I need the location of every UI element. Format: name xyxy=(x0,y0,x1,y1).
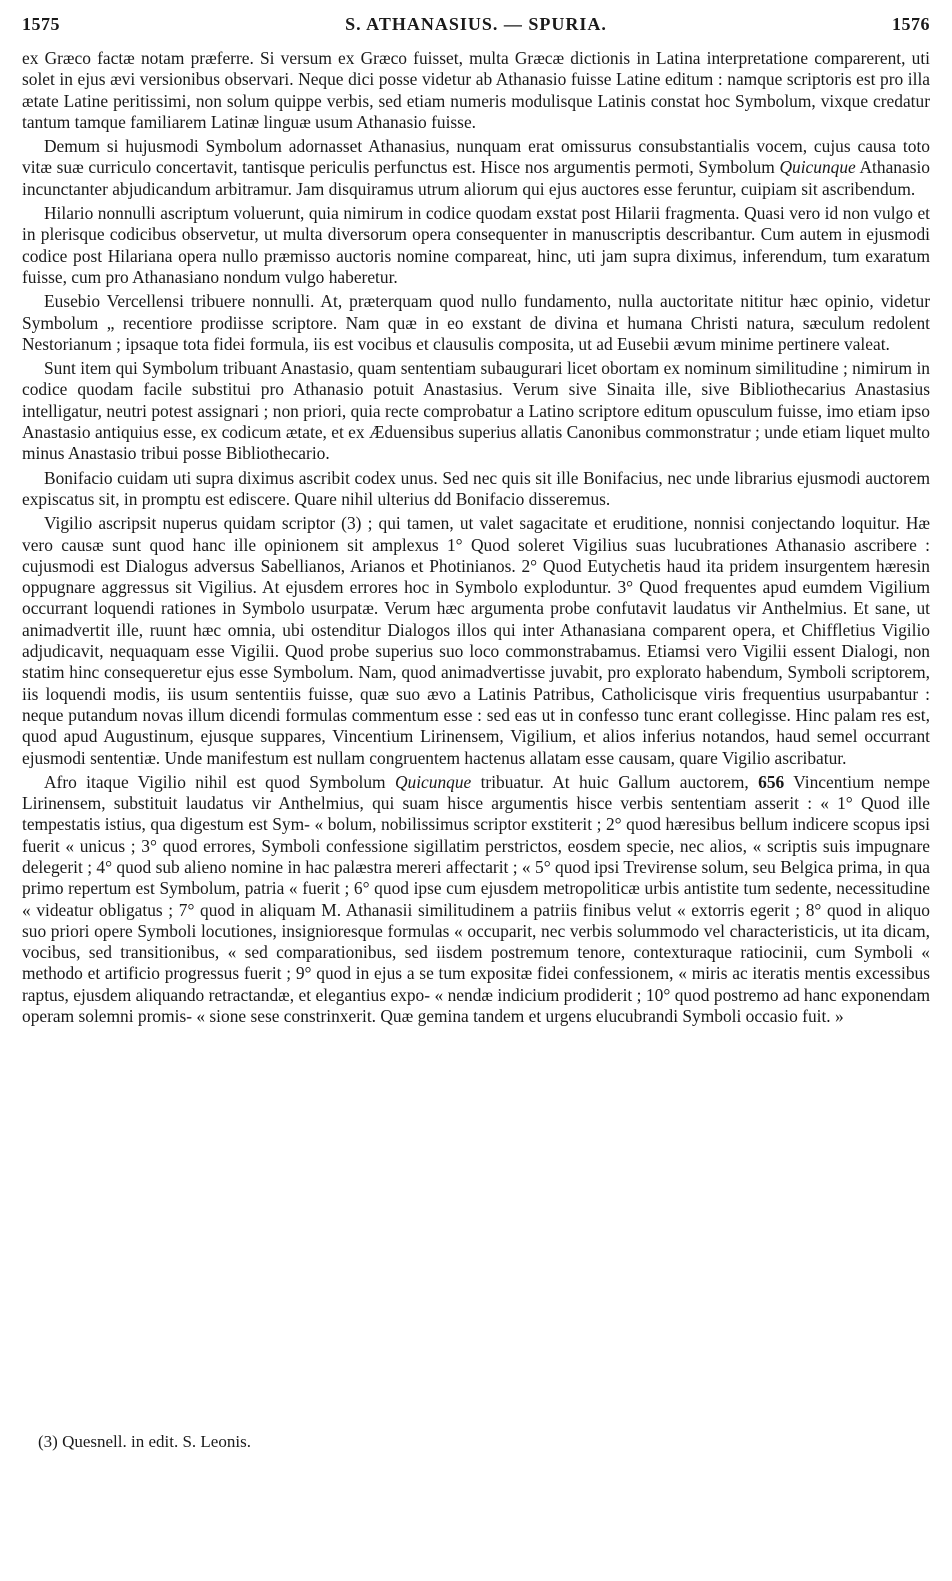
page xyxy=(22,14,930,1030)
running-title: S. ATHANASIUS. — SPURIA. xyxy=(345,14,607,34)
paragraph-3: Hilario nonnulli ascriptum voluerunt, quia nimirum in codice quodam exstat post Hilarii fragmenta. Quasi vero id non vulgo et in plerisque codicibus observetur, ut multa diversorum opera consequenter in manuscriptis describantur. Cum autem in ejusmodi codice post Hilariana opera nullo præmisso auctoris nomine compareat, hinc, uti jam supra diximus, inferendum, tum exaratum fuisse, cum pro Athanasiano nondum vulgo haberetur. xyxy=(22,203,930,287)
margin-number: 656 xyxy=(758,771,785,792)
paragraph-8-continuation: Vincentium nempe Lirinensem, substituit laudatus vir Anthelmius, qui suam hisce argumentis hisce verbis sententiam asserit : « 1° Quod ille tempestatis istius, qua digestum est Sym- « bolum, nobilissimus scriptor exstiterit ; 2° quod hæresibus bellum indicere scopus ipsi fuerit « unicus ; 3° quod errores, Symboli confessione sigillatim perstrictos, eosdem specie, nec alios, « scriptis suis impugnare delegerit ; 4° quod sub alieno nomine in hac palæstra mereri affectarit ; « 5° quod ipsi Trevirense solum, seu Belgica prima, in qua primo repertum est Symbolum, patria « fuerit ; 6° quod ipse cum ejusdem metropoliticæ urbis antistite tum sedente, necessitudine « videatur obligatus ; 7° quod in aliquam M. Athanasii similitudinem a patriis finibus velut « extorris egerit ; 8° quod in aliquo suo priori opere Symboli locutiones, insignioresque formulas « occuparit, nec verbis solummodo vel characteristicis, ut ita dicam, vocibus, sed transitionibus, « sed comparationibus, sed iisdem postremum tenore, contexturaque ratiocinii, cum Symboli « methodo et artificio progressus fuerit ; 9° quod in ejus a se tum expositæ fidei confessionem, « miris ac iteratis mentis excessibus raptus, ejusdem aliquando retractandæ, et elegantius expo- « nendæ indicium prodiderit ; 10° quod postremo ad hanc exponendam operam solemni promis- « sione sese constrinxerit. Quæ gemina tandem et urgens elucubrandi Symboli occasio fuit. » xyxy=(22,771,930,1027)
paragraph-1: ex Græco factæ notam præferre. Si versum ex Græco fuisset, multa Græcæ dictionis in Latina interpretatione comparerent, uti solet in ejus ævi versionibus observari. Neque dici posse videtur ab Athanasio fuisse Latine editum : namque scriptoris est pro illa ætate Latine peritissimi, non solum quippe verbis, sed etiam numeris modulisque Latinis constat hoc Symbolum, vixque credatur tantum tamque familiarem Latinæ linguæ usum Athanasio fuisse. xyxy=(22,48,930,132)
paragraph-2-after: Athanasio incunctanter abjudicandum arbitramur. Jam disquiramus utrum aliorum qui ejus auctores esse feruntur, cuipiam sit ascribendum. xyxy=(22,157,930,199)
paragraph-5: Sunt item qui Symbolum tribuant Anastasio, quam sententiam subaugurari licet obortam ex nominum similitudine ; nimirum in codice quodam facile substitui pro Athanasio potuit Anastasius. Verum sive Sinaita ille, sive Bibliothecarius Anastasius intelligatur, neutri potest assignari ; non priori, quia recte comprobatur a Latino scriptore editum opusculum fuisse, imo etiam ipso Anastasio antiquius esse, ex codicum ætate, et ex Æduensibus superius allatis Canonibus commonstratur ; unde etiam liquet multo minus Anastasio tribui posse Bibliothecario. xyxy=(22,358,930,464)
main-text xyxy=(22,48,930,1027)
paragraph-2-italic: Quicunque xyxy=(779,157,856,178)
paragraph-8 xyxy=(22,772,930,1028)
paragraph-7: Vigilio ascripsit nuperus quidam scriptor (3) ; qui tamen, ut valet sagacitate et eruditione, nonnisi conjectando loquitur. Hæ vero causæ sunt quod hanc ille opinionem sit amplexus 1° Quod soleret Vigilius suas lucubrationes Athanasio ascribere : cujusmodi est Dialogus adversus Sabellianos, Arianos et Photinianos. 2° Quod Eutychetis haud ita pridem insurgentem hæresin oppugnare aggressus sit Vigilius. At ejusdem errores hoc in Symbolo exploduntur. 3° Quod frequentes apud eumdem Vigilium occurrant loquendi rationes in Symbolo usurpatæ. Verum hæc argumenta probe confutavit laudatus vir Anthelmius. Et sane, ut animadvertit ille, ruunt hæc omnia, ubi ostenditur Dialogos illos qui inter Athanasiana comparent opera, et Chiffletius Vigilio adjudicavit, nequaquam esse Vigilii. Quod probe superius suo loco commonstrabamus. Etiamsi vero Vigilii essent Dialogi, non statim hinc consequeretur ejus esse Symbolum. Nam, quod animadvertisse juvabit, pro explorato habendum, Symboli scriptorem, iis loquendi modis, iis usum sententiis fuisse, quæ suo ævo a Latinis Patribus, Catholicisque viris frequentius usurpabantur : neque putandum novas illum dicendi formulas commentum esse : sed eas ut in confesso tunc erant collegisse. Hinc palam res est, quod apud Augustinum, ejusque suppares, Vincentium Lirinensem, Vigilium, et alios inferius notandos, haud semel occurrant ejusmodi sententiæ. Unde manifestum est nullam congruentem hactenus allatam esse causam, quare Vigilio ascribatur. xyxy=(22,513,930,768)
paragraph-8-italic: Quicunque xyxy=(394,771,472,792)
paragraph-8-before: Afro itaque Vigilio nihil est quod Symbolum xyxy=(44,771,395,792)
right-column-number: 1576 xyxy=(892,14,930,34)
paragraph-2 xyxy=(22,136,930,200)
running-header xyxy=(22,14,930,40)
paragraph-2-before: Demum si hujusmodi Symbolum adornasset Athanasius, nunquam erat omissurus consubstantialis vocem, cujus causa toto vitæ suæ curriculo concertavit, tantisque periculis perfunctus est. Hisce nos argumentis permoti, Symbolum xyxy=(22,136,930,178)
paragraph-4: Eusebio Vercellensi tribuere nonnulli. At, præterquam quod nullo fundamento, nulla auctoritate nititur hæc opinio, videtur Symbolum „ recentiore prodiisse scriptore. Nam quæ in eo exstant de divina et humana Christi natura, sæculum redolent Nestorianum ; ipsaque tota fidei formula, iis est vocibus et clausulis composita, ut ad Eusebii ævum minime pertinere valeat. xyxy=(22,291,930,354)
left-column-number: 1575 xyxy=(22,14,60,34)
paragraph-6: Bonifacio cuidam uti supra diximus ascribit codex unus. Sed nec quis sit ille Bonifacius, nec unde librarius ejusmodi auctorem expiscatus sit, in promptu est ediscere. Quare nihil ulterius dd Bonifacio disseremus. xyxy=(22,467,930,509)
footnote: (3) Quesnell. in edit. S. Leonis. xyxy=(38,1432,251,1451)
paragraph-8-after: tribuatur. At huic Gallum auctorem, xyxy=(471,771,749,792)
